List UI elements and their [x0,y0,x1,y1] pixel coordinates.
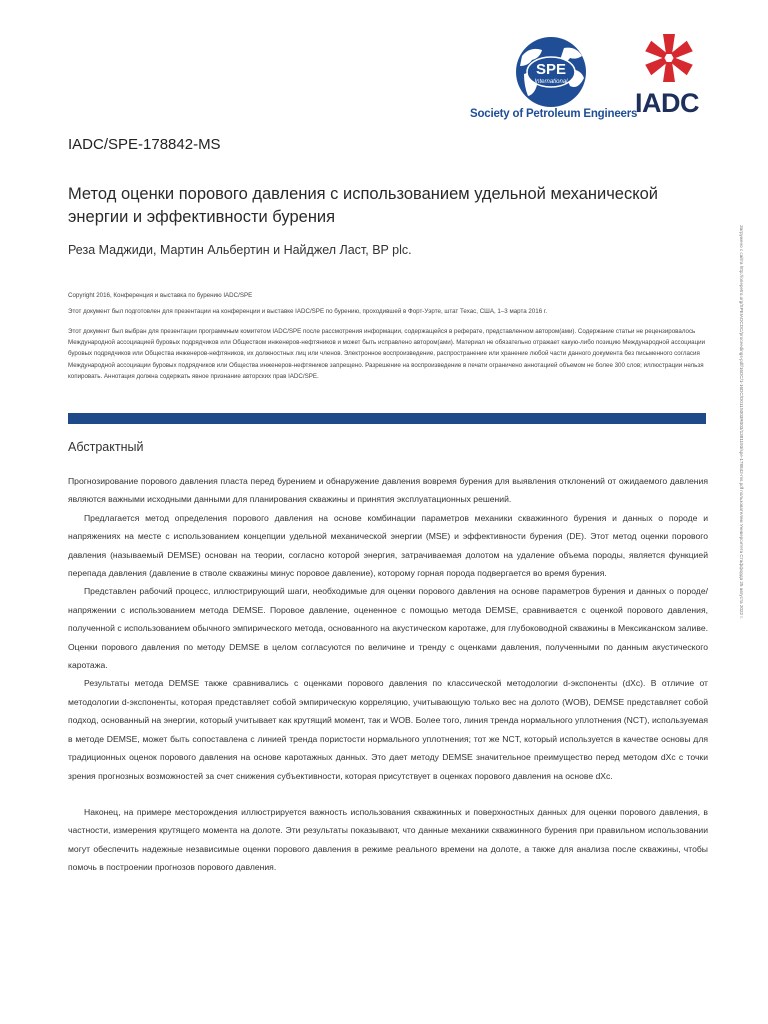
document-number: IADC/SPE-178842-MS [68,136,221,153]
abstract-body [68,472,708,877]
iadc-logo-text: IADC [635,88,699,118]
spe-logo-text: SPE [535,61,567,78]
abstract-paragraph: Наконец, на примере месторождения иллюстрируется важность использования скважинных и поверхностных данных для оценки порового давления, в частности, измерения крутящего момента на долоте. Эти результаты показывают, что данные механики скважинного бурения при правильном использовании могут обеспечить надежные независимые оценки порового давления в режиме реального времени на долоте, а также для анализа после скважины, чтобы помочь в построении прогнозов порового давления. [68,806,708,873]
copyright-notice: Copyright 2016, Конференция и выставка по бурению IADC/SPE [68,292,253,299]
spe-logo [470,32,638,122]
section-divider [68,413,706,424]
spe-caption: Society of Petroleum Engineers [470,108,638,120]
abstract-paragraph: Предлагается метод определения порового давления на основе комбинации параметров механики скважинного бурения и данных о породе и напряжениях на месте с использованием концепции удельной механической энергии (MSE) и эффективности бурения (DE). Этот метод оценки порового давления (называемый DEMSE) основан на теории, согласно которой энергия, затрачиваемая долотом на удаление объема породы, является функцией перепада давления (давление в стволе скважины минус поровое давление), которому горная порода подвергается во время бурения. [68,512,708,579]
prepared-notice: Этот документ был подготовлен для презентации на конференции и выставке IADC/SPE по бурению, проходившей в Форт-Уэрте, штат Техас, США, 1–3 марта 2016 г. [68,308,548,315]
abstract-heading: Абстрактный [68,440,144,454]
paper-title: Метод оценки порового давления с использованием удельной механической энергии и эффективности бурения [68,185,659,226]
spe-globe-icon [490,36,612,108]
abstract-paragraph: Результаты метода DEMSE также сравнивались с оценками порового давления по классической методологии d-экспоненты (dXc). В отличие от методологии d-экспоненты, которая представляет собой эмпирическую корреляцию, учитывающую только вес на долото (WOB), DEMSE представляет собой подход, основанный на энергии, который учитывает как крутящий момент, так и WOB. Более того, линия тренда нормального уплотнения (NCT), используемая в методе DEMSE, может быть сопоставлена с линией тренда пористости нормального уплотнения; тот же NCT, который используется в качестве основы для традиционных оценок порового давления на основе каротажных данных. Это дает методу DEMSE значительное преимущество перед методом dXc с точки зрения прогнозных возможностей за счет снижения субъективности, которая присутствует в оценках порового давления на основе dXc. [68,678,708,781]
abstract-paragraph: Представлен рабочий процесс, иллюстрирующий шаги, необходимые для оценки порового давления на основе параметров бурения и данных о породе/напряжении с использованием метода DEMSE. Поровое давление, оцененное с помощью метода DEMSE, сравнивается с оценкой порового давления, полученной с использованием обычного эмпирического метода, основанного на акустическом каротаже, для глубоководной скважины в Мексиканском заливе. Оценки порового давления по методу DEMSE в целом согласуются по величине и тренду с оценками давления, полученными по данным акустического каротажа. [68,586,708,671]
download-side-note: Загружено с сайта http://onepetro.org/SPEIADCDC/proceedings-pdf/16DC/1-16DC/D011S003R003/1381193/spe-178842-ms.pdf пользователем Университета Стаффорда 25 августа 2022 г. [739,225,744,619]
iadc-logo [635,30,707,122]
iadc-emblem-icon [639,30,699,86]
header-logos [470,30,710,125]
authors: Реза Маджиди, Мартин Альбертин и Найджел Ласт, BP plc. [68,243,412,257]
abstract-paragraph: Прогнозирование порового давления пласта перед бурением и обнаружение давления вовремя бурения для выявления отклонений от ожидаемого давления являются важными исходными данными для планирования скважины и принятия эксплуатационных решений. [68,476,708,505]
spe-logo-subtext: International [534,79,568,85]
selection-notice: Этот документ был выбран для презентации программным комитетом IADC/SPE после рассмотрения информации, содержащейся в реферате, представленном автором(ами). Содержание статьи не рецензировалось Международной ассоциацией буровых подрядчиков или Обществом инженеров-нефтяников и может быть исправлено автором(ами). Материал не обязательно отражает какую-либо позицию Международной ассоциации буровых подрядчиков или Общества инженеров-нефтяников, их должностных лиц или членов. Электронное воспроизведение, распространение или хранение любой части данного документа без письменного согласия Международной ассоциации буровых подрядчиков или Общества инженеров-нефтяников запрещено. Разрешение на воспроизведение в печати ограничено аннотацией объемом не более 300 слов; иллюстрации нельзя копировать. Аннотация должна содержать явное признание авторских прав IADC/SPE. [68,328,706,380]
